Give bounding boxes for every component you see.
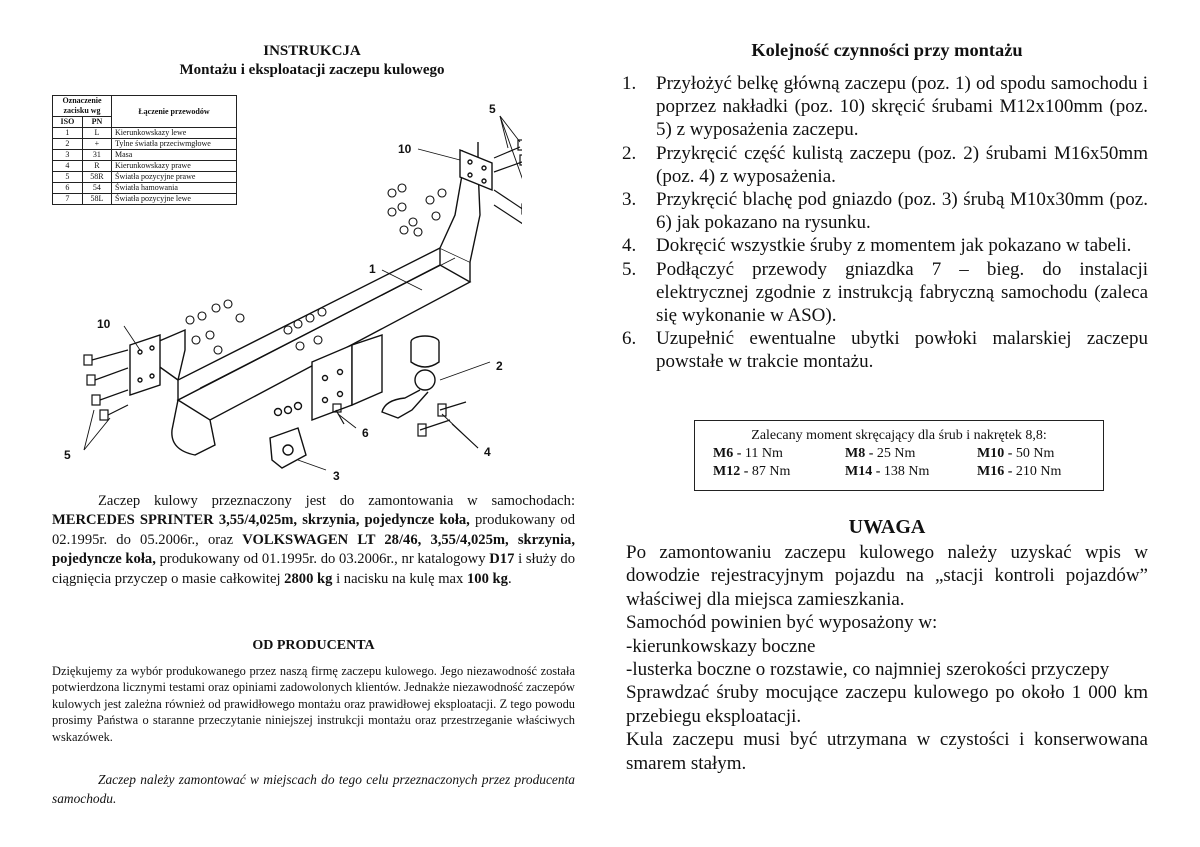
torque-value: 87 Nm [748,464,791,479]
intro-model-volkswagen: VOLKSWAGEN LT 28/46, 3,55/4,025m, skrzynia, pojedyncze koła, [52,531,575,568]
intro-paragraph [52,492,575,589]
cell-pn: R [82,161,111,172]
warning-paragraph: Kula zaczepu musi być utrzymana w czystości i konserwowana smarem stałym. [626,729,1148,774]
cell-iso: 6 [53,183,83,194]
step-number: 1. [622,73,637,94]
step-text: Przykręcić blachę pod gniazdo (poz. 3) śrubą M10x30mm (poz. 6) jak pokazano na rysunku. [656,189,1148,234]
label-2: 2 [496,359,503,373]
instruction-title-line1: INSTRUKCJA [263,43,361,59]
cell-iso: 7 [53,194,83,205]
list-item [622,72,1148,142]
producer-paragraph [52,663,575,745]
list-item [622,327,1148,373]
intro-catalog-number: D17 [489,551,515,568]
warning-text [626,541,1148,775]
cell-iso: 2 [53,139,83,150]
intro-model-mercedes: MERCEDES SPRINTER 3,55/4,025m, skrzynia, pojedyncze koła, [52,512,470,529]
cell-iso: 4 [53,161,83,172]
intro-trailer-mass: 2800 kg [284,570,333,587]
warning-paragraph: -lusterka boczne o rozstawie, co najmniej szerokości przyczepy [626,659,1110,681]
step-number: 6. [622,328,637,350]
warning-paragraph: Samochód powinien być wyposażony w: [626,612,938,634]
step-number: 2. [622,142,637,164]
torque-size: M12 - [713,464,749,479]
cell-iso: 5 [53,172,83,183]
torque-value: 138 Nm [880,464,930,479]
step-text: Uzupełnić ewentualne ubytki powłoki malarskiej zaczepu powstałe w trakcie montażu. [656,328,1148,373]
socket-plate-3 [270,403,306,469]
intro-text: . [507,570,512,587]
intro-text: Zaczep kulowy przeznaczony jest do zamontowania w samochodach: [98,493,575,509]
top-bolts-5 [494,140,522,230]
torque-size: M14 - [845,464,881,479]
step-number: 5. [622,258,637,280]
label-6: 6 [362,426,369,440]
list-item [622,258,1148,328]
steps-list [622,72,1148,374]
label-5-top: 5 [489,102,496,116]
cell-desc: Światła hamowania [112,183,237,194]
intro-text: produkowany od 01.1995r. do 03.2006r., nr katalogowy [155,551,490,568]
torque-table [694,420,1104,491]
tow-ball [382,336,439,418]
table-head-connection: Łączenie przewodów [112,96,237,128]
steps-heading: Kolejność czynności przy montażu [751,40,1023,60]
left-plate-10 [130,335,160,395]
label-1: 1 [369,262,376,276]
cell-pn: 54 [82,183,111,194]
table-head-iso: ISO [53,117,83,128]
torque-cell [977,463,1087,481]
label-10-left: 10 [97,317,111,331]
step-text: Dokręcić wszystkie śruby z momentem jak pokazano w tabeli. [656,235,1132,257]
cell-pn: L [82,128,111,139]
torque-row [695,463,1103,481]
producer-text: Dziękujemy za wybór produkowanego przez naszą firmę zaczepu kulowego. Jego niezawodność została potwierdzona licznymi testami oraz opiniami zadowolonych klientów. Jednakże niezawodność zaczepów kulowych jest zależna również od prawidłowego montażu oraz prawidłowej eksploatacji. Z tego powodu prosimy Państwa o staranne przeczytanie niniejszej instrukcji montażu oraz przestrzeganie właściwych wskazówek. [52,664,575,744]
table-row [53,194,237,205]
torque-value: 210 Nm [1012,464,1062,479]
intro-text: i służy do ciągnięcia przyczep o masie całkowitej [52,551,575,587]
cell-iso: 3 [53,150,83,161]
cell-iso: 1 [53,128,83,139]
list-item [622,142,1148,188]
torque-size: M10 - [977,446,1013,461]
label-3: 3 [333,469,340,483]
cell-desc: Kierunkowskazy prawe [112,161,237,172]
torque-value: 50 Nm [1012,446,1055,461]
warning-paragraph: -kierunkowskazy boczne [626,635,816,657]
torque-row [695,445,1103,463]
torque-cell [845,445,977,463]
torque-value: 25 Nm [873,446,916,461]
table-row [53,150,237,161]
cell-pn: + [82,139,111,150]
table-row [53,139,237,150]
torque-size: M8 - [845,446,874,461]
torque-value: 11 Nm [741,446,783,461]
torque-title: Zalecany moment skręcający dla śrub i nakrętek 8,8: [751,428,1047,443]
intro-text: produkowany od 02.1995r. do 05.2006r., oraz [52,512,575,548]
producer-note [52,770,575,808]
step-text: Przykręcić część kulistą zaczepu (poz. 2) śrubami M16x50mm (poz. 4) z wyposażenia. [656,142,1148,187]
warning-paragraph: Po zamontowaniu zaczepu kulowego należy uzyskać wpis w dowodzie rejestracyjnym pojazdu na „stacji kontroli pojazdów” właściwej dla miejsca zamieszkania. [626,542,1148,610]
list-item [622,188,1148,234]
table-head-pn: PN [82,117,111,128]
cell-desc: Masa [112,150,237,161]
cell-desc: Światła pozycyjne prawe [112,172,237,183]
step-number: 3. [622,189,637,211]
list-item [622,234,1148,257]
torque-size: M6 - [713,446,742,461]
torque-size: M16 - [977,464,1013,479]
cell-desc: Kierunkowskazy lewe [112,128,237,139]
table-row [53,128,237,139]
table-row [53,161,237,172]
label-10-top: 10 [398,142,412,156]
intro-ball-load: 100 kg [466,570,508,587]
cell-pn: 58R [82,172,111,183]
warning-paragraph: Sprawdzać śruby mocujące zaczepu kulowego po około 1 000 km przebiegu eksploatacji. [626,682,1148,727]
cell-desc: Tylne światła przeciwmgłowe [112,139,237,150]
table-row [53,183,237,194]
cell-pn: 31 [82,150,111,161]
producer-note-text: Zaczep należy zamontować w miejscach do tego celu przeznaczonych przez producenta samochodu. [52,772,575,806]
instruction-title-line2: Montażu i eksploatacji zaczepu kulowego [179,62,445,78]
torque-cell [977,445,1087,463]
label-4: 4 [484,445,491,459]
upper-nuts [388,184,446,236]
torque-cell [713,445,845,463]
table-head-designation: Oznaczenie zacisku wg [53,96,112,117]
left-bolts-5 [84,350,128,420]
step-number: 4. [622,235,637,257]
producer-heading: OD PRODUCENTA [252,638,375,653]
torque-cell [845,463,977,481]
warning-heading: UWAGA [848,516,926,538]
cell-desc: Światła pozycyjne lewe [112,194,237,205]
ball-bolts-4 [418,402,466,436]
step-text: Przyłożyć belkę główną zaczepu (poz. 1) od spodu samochodu i poprzez nakładki (poz. 10) skręcić śrubami M12x100mm (poz. 5) z wyposażenia zaczepu. [656,73,1148,141]
cell-pn: 58L [82,194,111,205]
instruction-title [52,42,572,80]
step-text: Podłączyć przewody gniazdka 7 – bieg. do instalacji elektrycznej zgodnie z instrukcją fabryczną samochodu (zaleca się wykonanie w ASO). [656,258,1148,327]
torque-cell [713,463,845,481]
table-row [53,172,237,183]
wiring-table [52,95,237,205]
label-5-bottom: 5 [64,448,71,462]
intro-text: i nacisku na kulę max [332,570,467,587]
